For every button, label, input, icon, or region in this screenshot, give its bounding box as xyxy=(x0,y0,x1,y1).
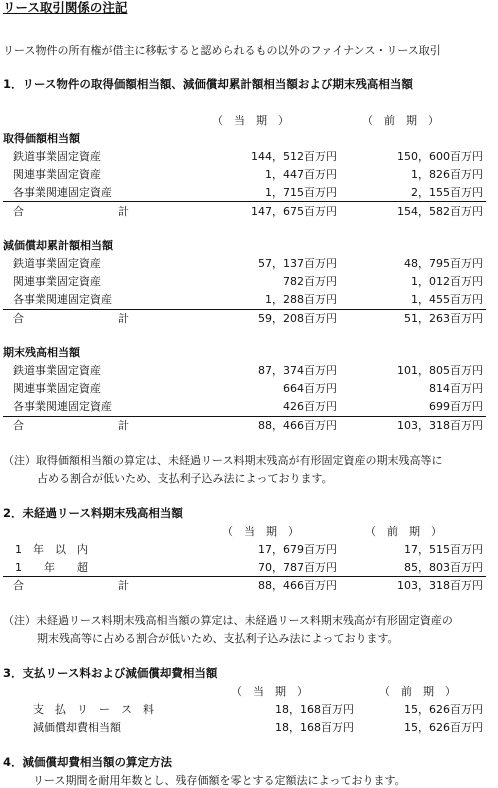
section-3-heading: 3．支払リース料および減価償却費相当額 xyxy=(3,666,218,680)
section-4-heading: 4．減価償却費相当額の算定方法 xyxy=(3,755,172,769)
s2-row-current: 17，679百万円 xyxy=(258,543,337,556)
total-prior: 51，263百万円 xyxy=(404,312,483,325)
s1-row-current: 1，288百万円 xyxy=(265,293,337,306)
s3-row-label: 支 払 リ ー ス 料 xyxy=(33,703,154,716)
page-title: リース取引関係の注記 xyxy=(3,0,128,15)
total-rule xyxy=(3,201,486,202)
s1-row-label: 各事業関連固定資産 xyxy=(13,186,112,199)
s2-row-current: 70，787百万円 xyxy=(258,561,337,574)
s1-row-label: 各事業関連固定資産 xyxy=(13,400,112,413)
s1-row-current: 87，374百万円 xyxy=(258,364,337,377)
s2-col-current: （ 当 期 ） xyxy=(222,525,299,538)
s2-row-prior: 85，803百万円 xyxy=(404,561,483,574)
total-prior: 103，318百万円 xyxy=(397,419,483,432)
total-label-right: 計 xyxy=(118,419,129,432)
s1-row-prior: 699百万円 xyxy=(429,400,483,413)
s1-row-current: 1，447百万円 xyxy=(265,168,337,181)
total-label-right: 計 xyxy=(118,205,129,218)
total-label-left: 合 xyxy=(13,205,24,218)
s2-col-prior: （ 前 期 ） xyxy=(365,525,442,538)
s1-note-line2: 占める割合が低いため、支払利子込み法によっております。 xyxy=(37,472,333,485)
s3-row-current: 18，168百万円 xyxy=(275,721,354,734)
s1-row-current: 426百万円 xyxy=(283,400,337,413)
total-rule xyxy=(3,309,486,310)
s1-row-label: 鉄道事業固定資産 xyxy=(13,364,101,377)
s1-col-prior: （ 前 期 ） xyxy=(362,114,439,127)
s1-row-label: 鉄道事業固定資産 xyxy=(13,257,101,270)
s1-row-label: 関連事業固定資産 xyxy=(13,275,101,288)
s1-note-line1: （注）取得価額相当額の算定は、未経過リース料期末残高が有形固定資産の期末残高等に xyxy=(3,454,443,467)
s2-row-prior: 17，515百万円 xyxy=(404,543,483,556)
s1-row-current: 57，137百万円 xyxy=(258,257,337,270)
total-current: 88，466百万円 xyxy=(258,419,337,432)
s3-row-label: 減価償却費相当額 xyxy=(33,721,121,734)
total-label-left: 合 xyxy=(13,579,24,592)
s2-note-line2: 期末残高等に占める割合が低いため、支払利子込み法によっております。 xyxy=(37,632,399,645)
s1-row-current: 144，512百万円 xyxy=(251,150,337,163)
s1-row-prior: 1，455百万円 xyxy=(411,293,483,306)
s3-col-current: （ 当 期 ） xyxy=(231,685,308,698)
s1-row-prior: 814百万円 xyxy=(429,382,483,395)
s1-group-label: 取得価額相当額 xyxy=(3,132,80,145)
s4-body: リース期間を耐用年数とし、残存価額を零とする定額法によっております。 xyxy=(33,774,406,787)
s1-row-label: 鉄道事業固定資産 xyxy=(13,150,101,163)
s1-row-prior: 150，600百万円 xyxy=(397,150,483,163)
s1-row-label: 各事業関連固定資産 xyxy=(13,293,112,306)
section-1-heading: 1．リース物件の取得価額相当額、減価償却累計額相当額および期末残高相当額 xyxy=(3,77,413,91)
s2-note-line1: （注）未経過リース料期末残高相当額の算定は、未経過リース料期末残高が有形固定資産の xyxy=(3,614,453,627)
s1-row-prior: 48，795百万円 xyxy=(404,257,483,270)
total-rule xyxy=(3,576,486,577)
total-rule xyxy=(3,416,486,417)
s1-row-current: 1，715百万円 xyxy=(265,186,337,199)
s3-col-prior: （ 前 期 ） xyxy=(379,685,456,698)
total-label-left: 合 xyxy=(13,419,24,432)
section-2-heading: 2．未経過リース料期末残高相当額 xyxy=(3,506,183,520)
s1-group-label: 期末残高相当額 xyxy=(3,346,80,359)
total-label-right: 計 xyxy=(118,579,129,592)
s1-row-prior: 1，012百万円 xyxy=(411,275,483,288)
s1-row-prior: 2，155百万円 xyxy=(411,186,483,199)
total-current: 88，466百万円 xyxy=(258,579,337,592)
s3-row-current: 18，168百万円 xyxy=(275,703,354,716)
total-label-left: 合 xyxy=(13,312,24,325)
s3-row-prior: 15，626百万円 xyxy=(404,703,483,716)
lead-text: リース物件の所有権が借主に移転すると認められるもの以外のファイナンス・リース取引 xyxy=(3,44,441,57)
total-current: 59，208百万円 xyxy=(258,312,337,325)
s3-row-prior: 15，626百万円 xyxy=(404,721,483,734)
s1-row-label: 関連事業固定資産 xyxy=(13,382,101,395)
s1-row-current: 782百万円 xyxy=(283,275,337,288)
s1-row-label: 関連事業固定資産 xyxy=(13,168,101,181)
s2-row-label: 1 年 以 内 xyxy=(15,543,88,556)
total-current: 147，675百万円 xyxy=(251,205,337,218)
s1-col-current: （ 当 期 ） xyxy=(212,114,289,127)
s1-group-label: 減価償却累計額相当額 xyxy=(3,239,113,252)
total-prior: 154，582百万円 xyxy=(397,205,483,218)
s1-row-prior: 101，805百万円 xyxy=(397,364,483,377)
s1-row-current: 664百万円 xyxy=(283,382,337,395)
s2-row-label: 1 年 超 xyxy=(15,561,88,574)
total-label-right: 計 xyxy=(118,312,129,325)
total-prior: 103，318百万円 xyxy=(397,579,483,592)
s1-row-prior: 1，826百万円 xyxy=(411,168,483,181)
